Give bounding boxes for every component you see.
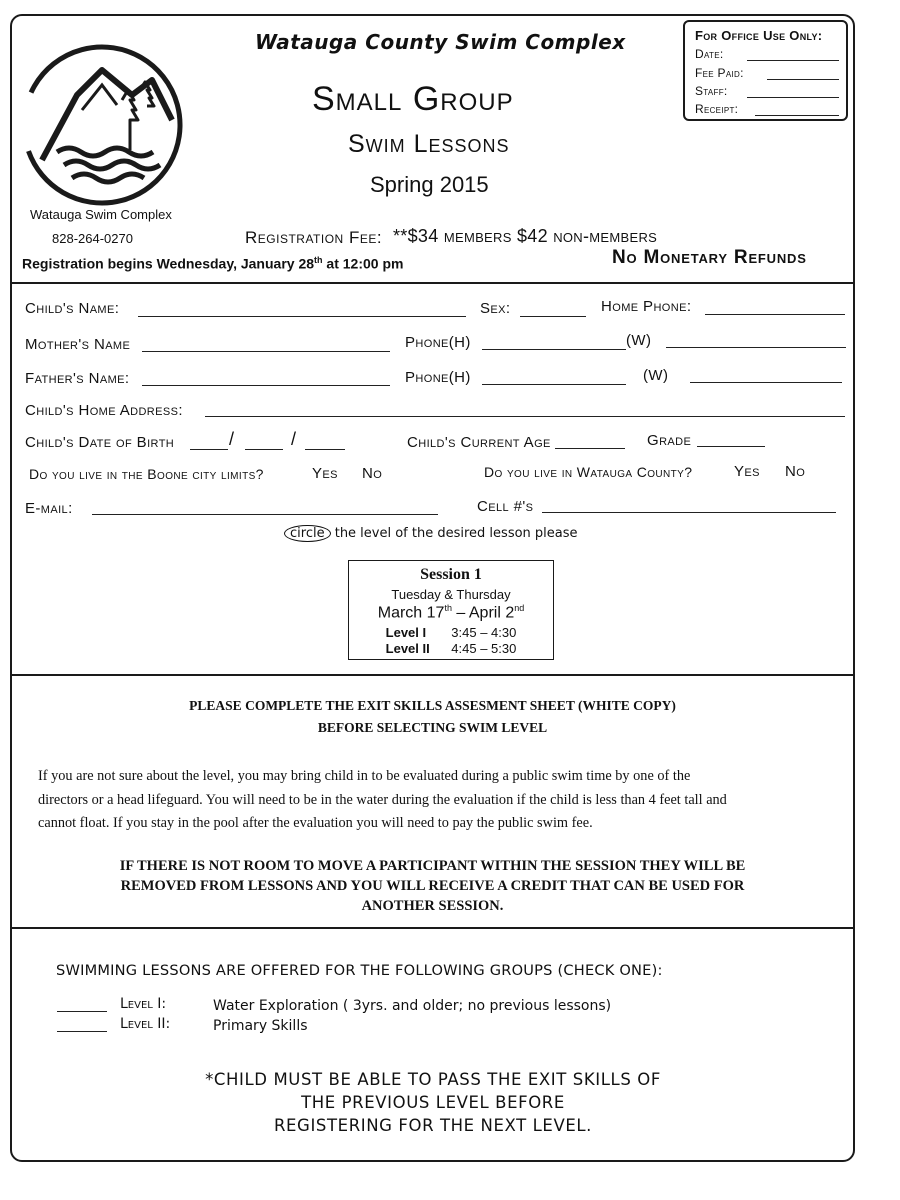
email-field[interactable]: [92, 514, 438, 515]
mother-name-label: Mother's Name: [25, 336, 131, 353]
refund-notice: No Monetary Refunds: [612, 247, 807, 268]
father-name-label: Father's Name:: [25, 370, 130, 387]
sex-label: Sex:: [480, 300, 511, 317]
session-box[interactable]: [348, 560, 554, 660]
level-2-check-line[interactable]: [57, 1031, 107, 1032]
circle-rest: the level of the desired lesson please: [334, 526, 578, 541]
mother-phone-h-field[interactable]: [482, 349, 626, 350]
session-title: Session 1: [420, 566, 482, 583]
level-2-description: Primary Skills: [213, 1018, 308, 1034]
fee-label: Registration Fee:: [245, 228, 383, 247]
registration-date: [22, 255, 403, 272]
office-date-line[interactable]: [747, 60, 839, 61]
mother-phone-h-label: Phone(H): [405, 334, 471, 351]
home-address-label: Child's Home Address:: [25, 402, 183, 419]
dob-month-field[interactable]: [190, 449, 228, 450]
office-receipt-label: Receipt:: [695, 102, 739, 116]
boone-yes-option[interactable]: Yes: [312, 465, 338, 482]
registration-time: at 12:00 pm: [326, 255, 404, 272]
divider-form: [10, 674, 855, 676]
session-level-1-time: 3:45 – 4:30: [451, 625, 517, 640]
watauga-yes-option[interactable]: Yes: [734, 463, 760, 480]
office-staff-label: Staff:: [695, 84, 728, 98]
office-use-box: [683, 20, 848, 121]
phone-number: 828-264-0270: [52, 231, 133, 246]
session-date-start-sup: th: [444, 603, 452, 613]
org-name: Watauga County Swim Complex: [255, 30, 626, 54]
page-subtitle: Swim Lessons: [348, 130, 510, 158]
circle-instruction: [284, 525, 578, 542]
level-1-check-line[interactable]: [57, 1011, 107, 1012]
warning-line-1: IF THERE IS NOT ROOM TO MOVE A PARTICIPANT WITHIN THE SESSION THEY WILL BE: [119, 858, 746, 874]
mother-name-field[interactable]: [142, 351, 390, 352]
notice-heading-2: BEFORE SELECTING SWIM LEVEL: [317, 720, 548, 735]
father-phone-w-field[interactable]: [690, 382, 842, 383]
mother-phone-w-label: (W): [626, 332, 652, 349]
sex-field[interactable]: [520, 316, 586, 317]
registration-text: Registration begins Wednesday, January 28: [22, 255, 315, 272]
footer-line-1: *CHILD MUST BE ABLE TO PASS THE EXIT SKILLS OF: [205, 1070, 661, 1089]
office-fee-line[interactable]: [767, 79, 839, 80]
office-heading: For Office Use Only:: [695, 28, 823, 43]
session-dates: [349, 603, 553, 622]
dob-year-field[interactable]: [305, 449, 345, 450]
office-fee-label: Fee Paid:: [695, 66, 744, 80]
home-phone-label: Home Phone:: [601, 298, 692, 315]
session-date-end: – April 2: [456, 604, 515, 622]
session-level-2[interactable]: [349, 641, 553, 656]
watauga-question: Do you live in Watauga County?: [484, 464, 693, 480]
level-1-label: Level I:: [120, 996, 167, 1012]
circle-word: circle: [284, 525, 331, 542]
warning-line-3: ANOTHER SESSION.: [361, 898, 504, 914]
session-days: Tuesday & Thursday: [391, 587, 511, 602]
home-phone-field[interactable]: [705, 314, 845, 315]
level-1-description: Water Exploration ( 3yrs. and older; no previous lessons): [213, 998, 612, 1014]
boone-no-option[interactable]: No: [362, 465, 383, 482]
session-date-end-sup: nd: [514, 603, 525, 613]
boone-question: Do you live in the Boone city limits?: [29, 466, 264, 482]
office-staff-line[interactable]: [747, 97, 839, 98]
child-name-field[interactable]: [138, 316, 466, 317]
session-level-1-name: Level I: [385, 625, 427, 640]
footer-line-3: REGISTERING FOR THE NEXT LEVEL.: [273, 1116, 593, 1135]
child-name-label: Child's Name:: [25, 300, 120, 317]
watauga-no-option[interactable]: No: [785, 463, 806, 480]
grade-field[interactable]: [697, 446, 765, 447]
cell-field[interactable]: [542, 512, 836, 513]
father-name-field[interactable]: [142, 385, 390, 386]
notice-paragraph-line-3: cannot float. If you stay in the pool after the evaluation you will need to pay the public swim fee.: [38, 815, 593, 831]
dob-separator-2: /: [291, 429, 297, 449]
groups-heading: SWIMMING LESSONS ARE OFFERED FOR THE FOLLOWING GROUPS (CHECK ONE):: [56, 962, 663, 979]
current-age-field[interactable]: [555, 448, 625, 449]
session-date-start: March 17: [377, 604, 445, 622]
warning-line-2: REMOVED FROM LESSONS AND YOU WILL RECEIVE A CREDIT THAT CAN BE USED FOR: [120, 878, 745, 894]
divider-header: [10, 282, 855, 284]
father-phone-w-label: (W): [643, 367, 669, 384]
office-date-label: Date:: [695, 47, 724, 61]
logo-caption: Watauga Swim Complex: [30, 207, 172, 222]
notice-heading-1: PLEASE COMPLETE THE EXIT SKILLS ASSESMENT SHEET (WHITE COPY): [189, 698, 676, 713]
footer-line-2: THE PREVIOUS LEVEL BEFORE: [301, 1093, 565, 1112]
fee-text: **$34 members $42 non-members: [393, 226, 658, 246]
father-phone-h-label: Phone(H): [405, 369, 471, 386]
registration-sup: th: [314, 255, 323, 265]
cell-label: Cell #'s: [477, 498, 534, 515]
session-level-2-name: Level II: [385, 641, 430, 656]
notice-paragraph-line-1: If you are not sure about the level, you may bring child in to be evaluated during a public swim time by one of the: [38, 768, 691, 784]
dob-day-field[interactable]: [245, 449, 283, 450]
mother-phone-w-field[interactable]: [666, 347, 846, 348]
notice-paragraph-line-2: directors or a head lifeguard. You will need to be in the water during the evaluation if the child is less than 4 feet tall and: [38, 792, 727, 808]
grade-label: Grade: [647, 432, 692, 449]
email-label: E-mail:: [25, 500, 73, 517]
home-address-field[interactable]: [205, 416, 845, 417]
office-receipt-line[interactable]: [755, 115, 839, 116]
mountain-logo: [22, 40, 187, 210]
dob-separator-1: /: [229, 429, 235, 449]
page-title: Small Group: [312, 80, 514, 118]
father-phone-h-field[interactable]: [482, 384, 626, 385]
divider-notice: [10, 927, 855, 929]
session-level-2-time: 4:45 – 5:30: [451, 641, 517, 656]
season: Spring 2015: [370, 172, 489, 197]
level-2-label: Level II:: [120, 1016, 171, 1032]
current-age-label: Child's Current Age: [407, 434, 551, 451]
dob-label: Child's Date of Birth: [25, 434, 175, 451]
session-level-1[interactable]: [349, 625, 553, 640]
